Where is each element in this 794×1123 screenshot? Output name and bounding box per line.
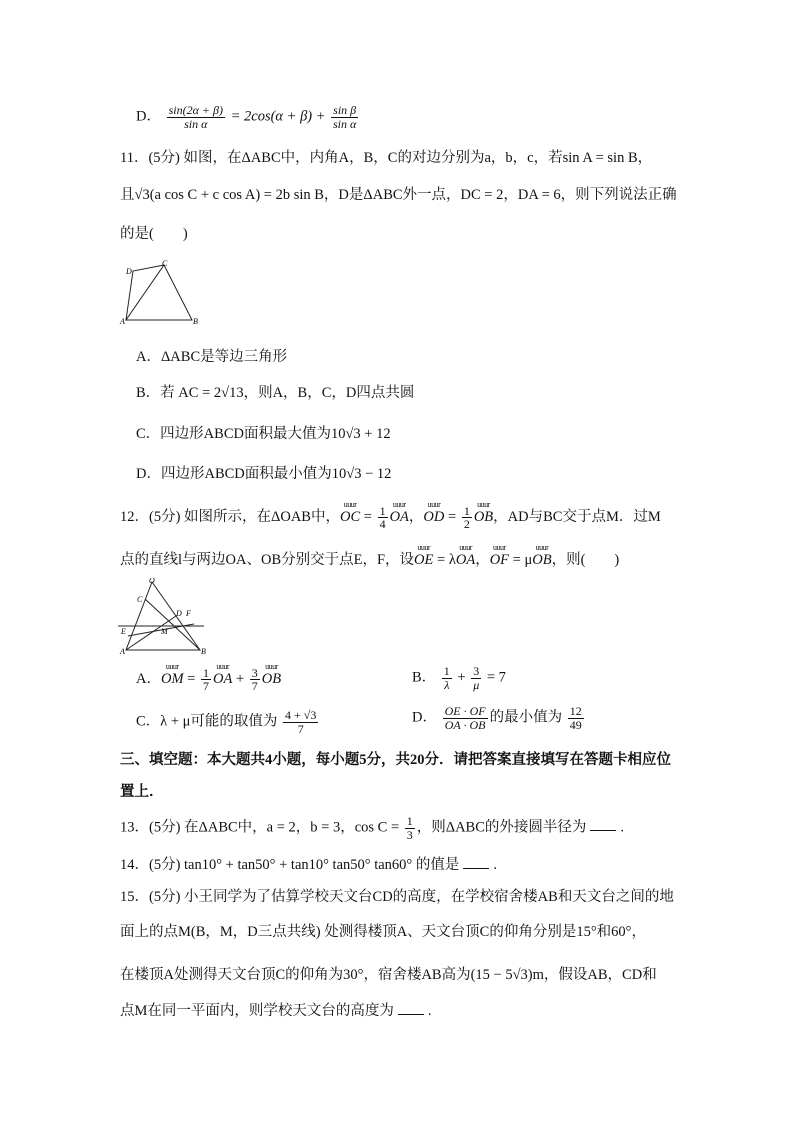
section-3-heading-line2: 置上．	[120, 784, 164, 800]
q12-option-a[interactable]: A．uuur OM = $\frac{1}{7}$ uuur OA + $\frac{3}{7}$ uuur OB	[136, 665, 281, 693]
answer-blank[interactable]	[398, 1002, 424, 1015]
q12-figure	[118, 578, 208, 656]
q15-line2: 面上的点M(B，M，D三点共线) 处测得楼顶A、天文台顶C的仰角分别是15°和60°，	[120, 924, 646, 940]
q11-option-b[interactable]: B．若 AC = 2√13，则A，B，C，D四点共圆	[136, 385, 415, 401]
q11-option-d[interactable]: D．四边形ABCD面积最小值为10√3 − 12	[136, 466, 392, 482]
q12-option-d[interactable]: D． $\frac{OE \cdot OF}{OA \cdot OB}$ 的最小值为 $\frac{12}{49}$	[412, 704, 582, 732]
q11-option-a[interactable]: A．ΔABC是等边三角形	[136, 349, 288, 365]
q11-stem-line2: 且√3(a cos C + c cos A) = 2b sin B，D是ΔABC外一点，DC = 2，DA = 6，则下列说法正确	[120, 187, 677, 203]
q11-figure	[118, 258, 208, 328]
q10-option-d[interactable]: D． $\frac{\sin(2\alpha + \beta)}{\text{sin α}}$ = 2cos(α + β) + $\frac{\text{sin β}}{\text{sin α}}$	[136, 103, 357, 131]
q12-label-f: F	[186, 609, 191, 618]
fraction: $\frac{\text{sin β}}{\text{sin α}}$	[333, 103, 357, 131]
section-3-heading-line1: 三、填空题：本大题共4小题，每小题5分，共20分．请把答案直接填写在答题卡相应位	[120, 752, 671, 768]
q11-label-c: C	[162, 259, 168, 268]
q12-label-c: C	[137, 595, 143, 604]
q12-label-m: M	[161, 627, 168, 636]
q11-stem-line1: 11．(5分) 如图，在ΔABC中，内角A，B，C的对边分别为a，b，c，若sin A = sin B，	[120, 150, 653, 166]
q12-label-b: B	[201, 647, 206, 656]
q12-stem-line2: 点的直线l与两边OA、OB分别交于点E，F，设uuur OE = λuuur OA，uuur OF = μuuur OB，则( )	[120, 546, 619, 569]
answer-blank[interactable]	[590, 818, 616, 831]
q11-label-b: B	[193, 317, 198, 326]
q15-line3: 在楼顶A处测得天文台顶C的仰角为30°，宿舍楼AB高为(15 − 5√3)m，假设AB，CD和	[120, 967, 657, 983]
q11-label-d: D	[126, 267, 132, 276]
q12-option-c[interactable]: C．λ + μ可能的取值为 $\frac{4 + √3}{7}$	[136, 708, 317, 736]
q14: 14．(5分) tan10° + tan50° + tan10° tan50° tan60° 的值是 .	[120, 857, 497, 873]
q15-line4: 点M在同一平面内，则学校天文台的高度为 .	[120, 1003, 432, 1019]
q12-label-a: A	[120, 647, 125, 656]
q12-label-e: E	[121, 627, 126, 636]
q13: 13．(5分) 在ΔABC中，a = 2，b = 3，cos C = $\frac{1}{3}$ ，则ΔABC的外接圆半径为 .	[120, 814, 625, 842]
q11-option-c[interactable]: C．四边形ABCD面积最大值为10√3 + 12	[136, 426, 391, 442]
q11-stem-line3: 的是( )	[120, 226, 188, 242]
q12-option-b[interactable]: B． $\frac{1}{\lambda}$ + $\frac{3}{\mu}$ = 7	[412, 664, 506, 692]
q15-line1: 15．(5分) 小王同学为了估算学校天文台CD的高度，在学校宿舍楼AB和天文台之间的地	[120, 889, 674, 905]
q12-label-o: O	[149, 578, 155, 585]
fraction: $\frac{\sin(2\alpha + \beta)}{\text{sin α}}$	[168, 103, 223, 131]
q12-label-d: D	[176, 609, 182, 618]
q12-stem-line1: 12．(5分) 如图所示，在ΔOAB中，uuur OC = $\frac{1}{4}$ uuur OA，uuur OD = $\frac{1}{2}$ uuur OB，AD与BC交于点M．过M	[120, 503, 661, 531]
q11-label-a: A	[120, 317, 125, 326]
answer-blank[interactable]	[463, 856, 489, 869]
